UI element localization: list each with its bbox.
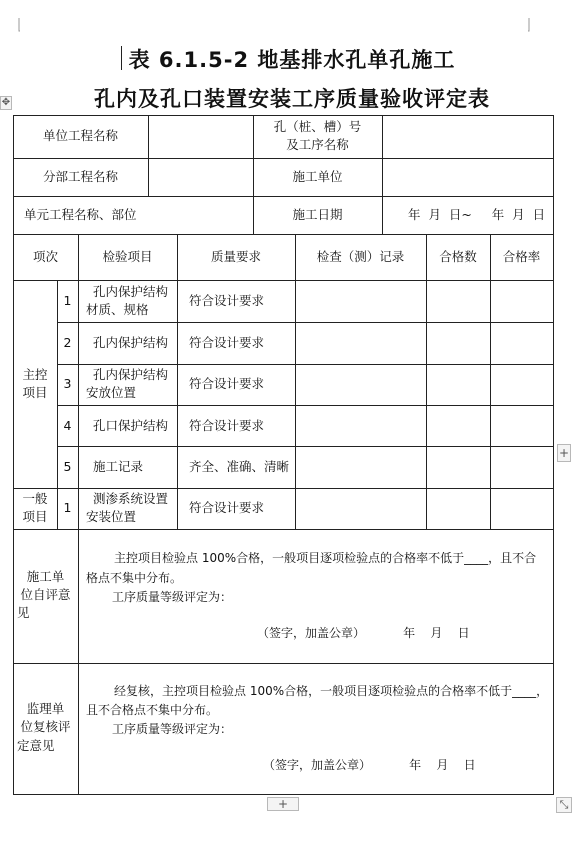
row-number: 1 [63,293,72,308]
date-range-value: 年 月 日~ 年 月 日 [408,207,546,222]
page-title-line-2: 孔内及孔口装置安装工序质量验收评定表 [94,87,490,111]
inspection-item-text: 孔内保护结构 [93,284,169,299]
review-label-line-3: 定意见 [17,738,55,753]
element-project-label: 单元工程名称、部位 [24,207,137,222]
self-eval-text-line-3: 工序质量等级评定为： [112,590,233,604]
col-header-pass-count: 合格数 [439,249,477,264]
review-text-line-1: 经复核，主控项目检验点 100%合格，一般项目逐项检验点的合格率不低于____， [114,684,549,698]
group-main-label-line-1: 主控 [22,367,48,382]
row-number: 3 [63,376,72,391]
self-eval-label-line-1: 施工单 [26,569,65,584]
table-resize-handle-icon[interactable]: ⤡ [556,797,572,813]
row-number: 4 [63,418,72,433]
construction-date-label: 施工日期 [292,207,343,222]
review-label-line-1: 监理单 [26,701,65,716]
crop-mark-top-right-icon [528,18,542,32]
col-header-pass-rate: 合格率 [502,249,541,264]
inspection-item-text-2: 安装位置 [86,509,137,524]
review-signature: （签字，加盖公章） 年 月 日 [263,758,476,772]
row-number: 5 [63,459,72,474]
quality-requirement-text: 符合设计要求 [189,418,265,433]
quality-requirement-text: 齐全、准确、清晰 [189,459,290,474]
group-general-label-line-1: 一般 [22,491,48,506]
review-label-line-2: 位复核评 [20,719,71,734]
quality-requirement-text: 符合设计要求 [189,376,265,391]
col-header-quality-requirement: 质量要求 [210,249,261,264]
self-eval-signature: （签字，加盖公章） 年 月 日 [257,626,470,640]
inspection-item-text-2: 安放位置 [86,385,137,400]
table-move-handle-icon[interactable]: ✥ [1,97,11,108]
sub-project-label: 分部工程名称 [42,169,118,184]
self-eval-label-line-2: 位自评意 [20,587,71,602]
crop-mark-top-left-icon [6,18,20,32]
col-header-record: 检查（测）记录 [316,249,405,264]
row-number: 1 [63,500,72,515]
add-column-button[interactable]: + [558,446,570,460]
hole-number-label: 孔（桩、槽）号 [273,119,362,134]
inspection-item-text: 孔内保护结构 [93,335,169,350]
page-title-line-1: 表 6.1.5-2 地基排水孔单孔施工 [128,48,456,72]
inspection-item-text: 孔口保护结构 [93,418,169,433]
inspection-item-text: 测渗系统设置 [93,491,169,506]
unit-project-label: 单位工程名称 [42,128,118,143]
quality-requirement-text: 符合设计要求 [189,293,265,308]
col-header-inspection-item: 检验项目 [102,249,153,264]
group-main-label-line-2: 项目 [22,385,48,400]
quality-requirement-text: 符合设计要求 [189,335,265,350]
group-general-label-line-2: 项目 [22,509,48,524]
self-eval-text-line-1: 主控项目检验点 100%合格，一般项目逐项检验点的合格率不低于____，且不合 [114,551,537,565]
col-header-item-no: 项次 [32,249,58,264]
self-eval-text-line-2: 格点不集中分布。 [86,571,183,585]
self-eval-label-line-3: 见 [17,605,30,620]
construction-unit-label: 施工单位 [292,169,343,184]
inspection-item-text: 施工记录 [93,459,144,474]
add-row-button[interactable]: + [267,797,299,811]
quality-requirement-text: 符合设计要求 [189,500,265,515]
review-text-line-3: 工序质量等级评定为： [112,722,233,736]
inspection-item-text-2: 材质、规格 [86,302,149,317]
process-name-label: 及工序名称 [286,137,349,152]
inspection-item-text: 孔内保护结构 [93,367,169,382]
review-text-line-2: 且不合格点不集中分布。 [86,703,219,717]
row-number: 2 [63,335,72,350]
